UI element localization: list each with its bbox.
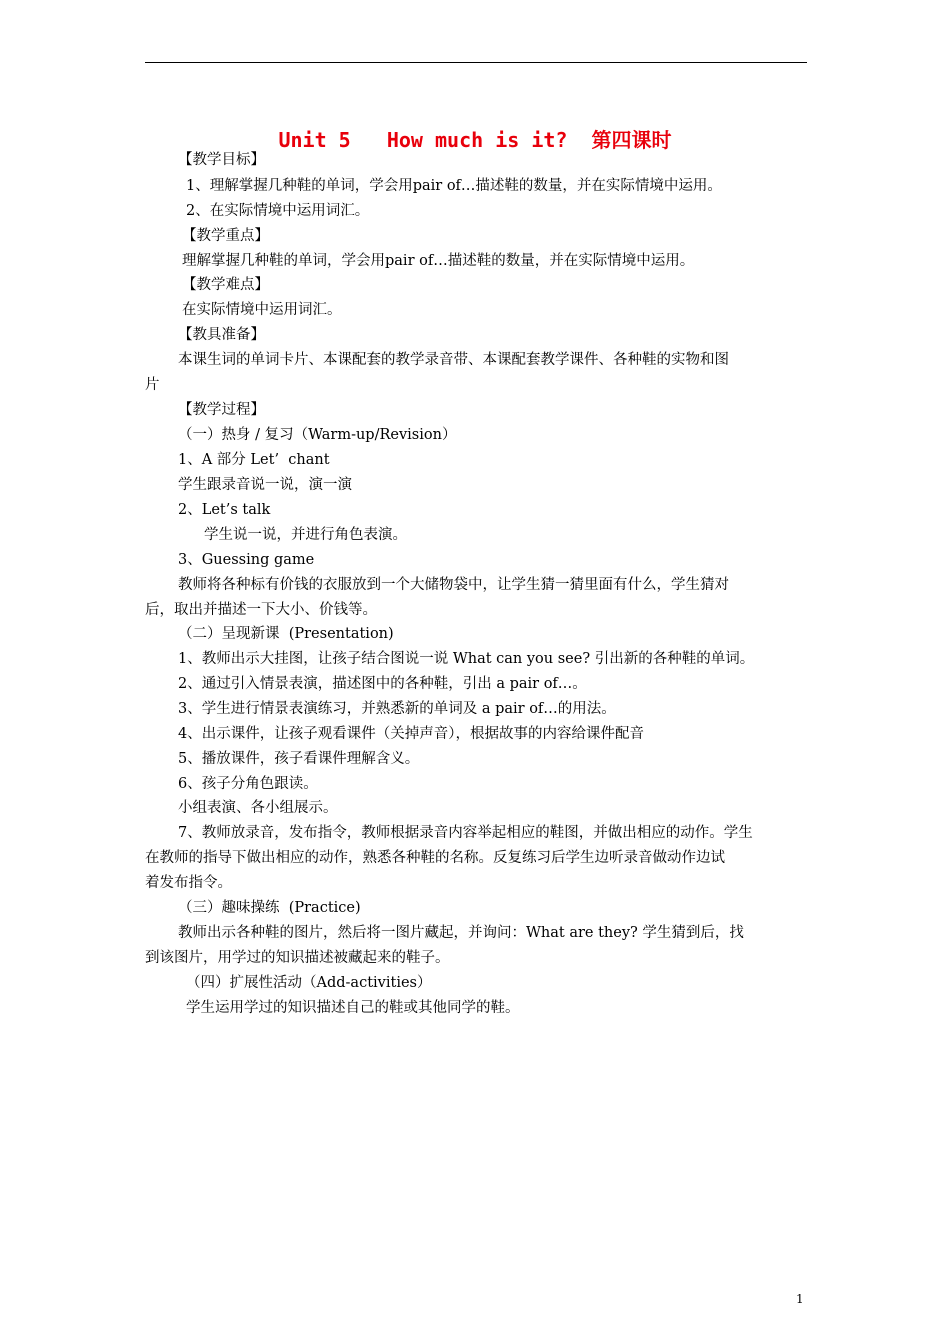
step-2-7-text-3: 着发布指令。 (145, 875, 232, 891)
step-1-3-text-2: 后，取出并描述一下大小、价钱等。 (145, 602, 377, 618)
heading-key-points: 【教学重点】 (182, 228, 269, 244)
step-2-group: 小组表演、各小组展示。 (178, 800, 338, 816)
objective-2: 2、在实际情境中运用词汇。 (186, 203, 370, 219)
difficulties-text: 在实际情境中运用词汇。 (182, 302, 342, 318)
step-2-7-text-1: 7、教师放录音，发布指令，教师根据录音内容举起相应的鞋图，并做出相应的动作。学生 (178, 825, 753, 841)
step-1-1-text: 学生跟录音说一说，演一演 (178, 477, 352, 493)
page-number: 1 (796, 1292, 804, 1306)
header-rule (145, 62, 807, 63)
step-2-1: 1、教师出示大挂图，让孩子结合图说一说 What can you see? 引出新的各种鞋的单词。 (178, 651, 755, 667)
step-2-2: 2、通过引入情景表演，描述图中的各种鞋，引出 a pair of…。 (178, 676, 587, 692)
heading-materials: 【教具准备】 (178, 327, 265, 343)
heading-difficulties: 【教学难点】 (182, 277, 269, 293)
section-3-text-2: 到该图片，用学过的知识描述被藏起来的鞋子。 (145, 950, 450, 966)
step-2-7-text-2: 在教师的指导下做出相应的动作，熟悉各种鞋的名称。反复练习后学生边听录音做动作边试 (145, 850, 725, 866)
section-4-text: 学生运用学过的知识描述自己的鞋或其他同学的鞋。 (186, 1000, 520, 1016)
section-1-heading: （一）热身 / 复习（Warm-up/Revision） (178, 427, 457, 443)
step-1-3: 3、Guessing game (178, 552, 315, 568)
step-2-6: 6、孩子分角色跟读。 (178, 776, 318, 792)
step-1-2: 2、Let’s talk (178, 502, 271, 518)
heading-process: 【教学过程】 (178, 402, 265, 418)
section-3-heading: （三）趣味操练 (Practice) (178, 900, 361, 916)
step-2-4: 4、出示课件，让孩子观看课件（关掉声音），根据故事的内容给课件配音 (178, 726, 644, 742)
heading-objectives: 【教学目标】 (178, 152, 265, 168)
materials-text-2: 片 (145, 377, 160, 393)
section-2-heading: （二）呈现新课 (Presentation) (178, 626, 394, 642)
step-1-3-text-1: 教师将各种标有价钱的衣服放到一个大储物袋中，让学生猜一猜里面有什么，学生猜对 (178, 577, 729, 593)
step-1-2-text: 学生说一说，并进行角色表演。 (204, 527, 407, 543)
objective-1: 1、理解掌握几种鞋的单词，学会用pair of…描述鞋的数量，并在实际情境中运用。 (186, 178, 722, 194)
section-3-text-1: 教师出示各种鞋的图片，然后将一图片藏起，并询问：What are they? 学生猜到后，找 (178, 925, 744, 941)
step-2-5: 5、播放课件，孩子看课件理解含义。 (178, 751, 420, 767)
step-2-3: 3、学生进行情景表演练习，并熟悉新的单词及 a pair of…的用法。 (178, 701, 616, 717)
section-4-heading: （四）扩展性活动（Add-activities） (186, 975, 432, 991)
document-title: Unit 5 How much is it? 第四课时 (278, 128, 672, 152)
materials-text-1: 本课生词的单词卡片、本课配套的教学录音带、本课配套教学课件、各种鞋的实物和图 (178, 352, 729, 368)
step-1-1: 1、A 部分 Let’ chant (178, 452, 330, 468)
key-points-text: 理解掌握几种鞋的单词，学会用pair of…描述鞋的数量，并在实际情境中运用。 (182, 253, 695, 269)
